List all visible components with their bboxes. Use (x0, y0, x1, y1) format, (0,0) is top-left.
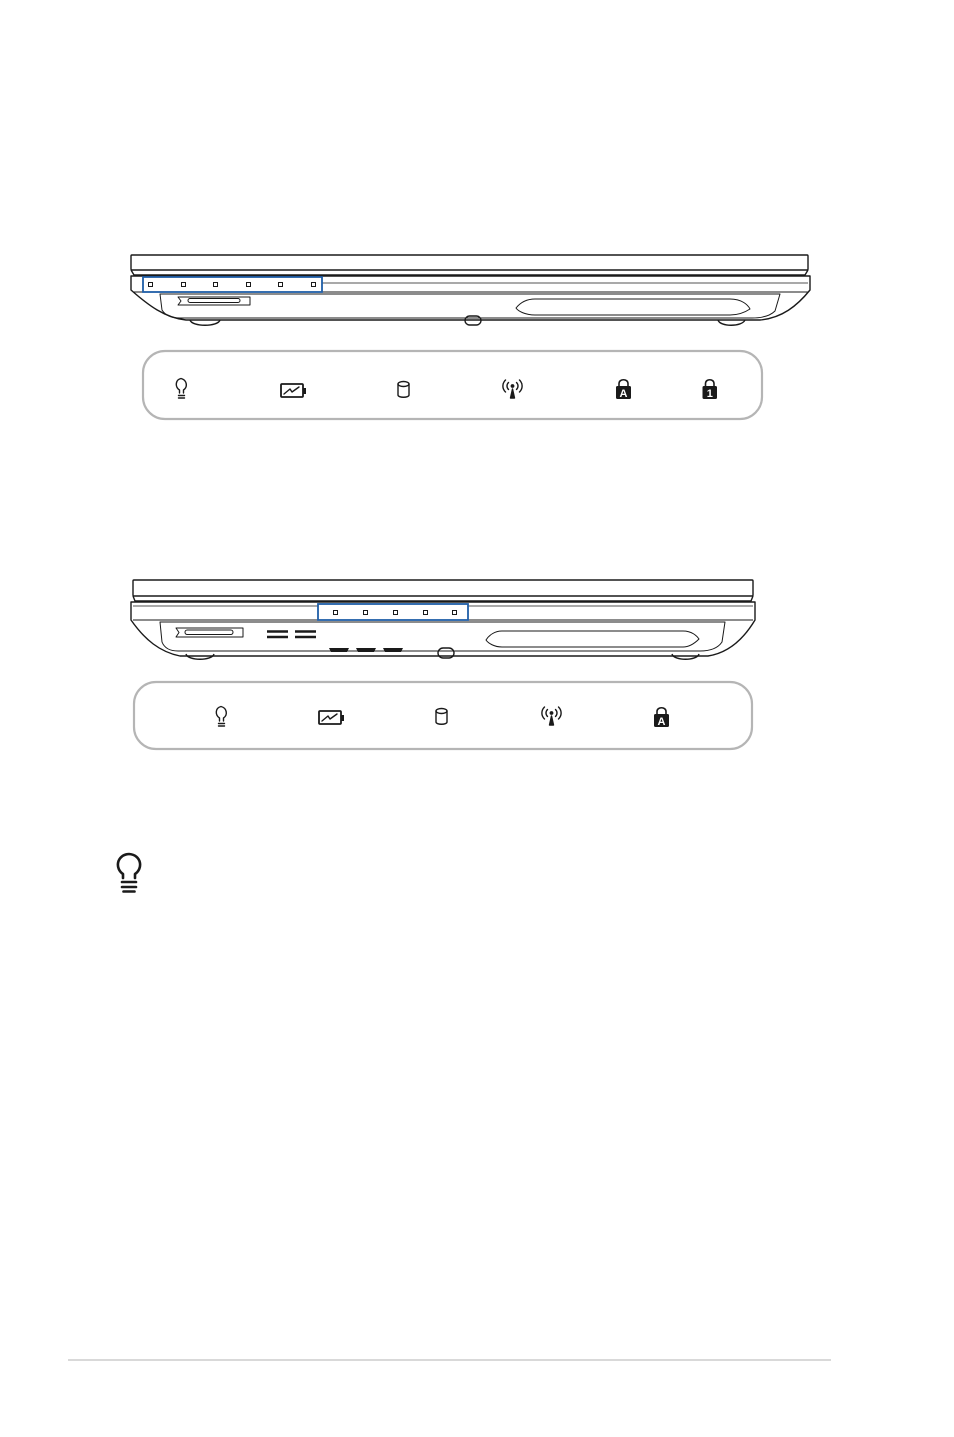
led-drive (394, 611, 398, 615)
lightbulb-icon (108, 850, 152, 896)
led-battery (182, 283, 186, 287)
indicator-highlight-box (143, 277, 322, 292)
led-power (149, 283, 153, 287)
indicator-legend-panel (143, 351, 762, 419)
svg-text:A: A (657, 716, 666, 728)
led-drive (214, 283, 218, 287)
laptop-foot-right (718, 320, 745, 325)
laptop-foot-left (190, 320, 220, 325)
laptop-hinge-lip (133, 596, 753, 601)
led-capital-lock (453, 611, 457, 615)
led-capital-lock (279, 283, 283, 287)
laptop-hinge-lip (131, 270, 808, 275)
front-ports (267, 632, 316, 638)
svg-text:A: A (619, 388, 628, 400)
laptop-lid (131, 255, 808, 270)
speaker-grille (486, 631, 699, 647)
led-battery (364, 611, 368, 615)
led-number-lock (312, 283, 316, 287)
led-wireless (247, 283, 251, 287)
led-power (334, 611, 338, 615)
speaker-grille (516, 299, 750, 315)
svg-text:1: 1 (706, 388, 713, 400)
laptop-lid (133, 580, 753, 596)
laptop-front-view-model-b (0, 565, 954, 755)
led-wireless (424, 611, 428, 615)
footer-divider (68, 1359, 831, 1361)
laptop-front-view-model-a (0, 240, 954, 430)
audio-ports (329, 648, 403, 652)
